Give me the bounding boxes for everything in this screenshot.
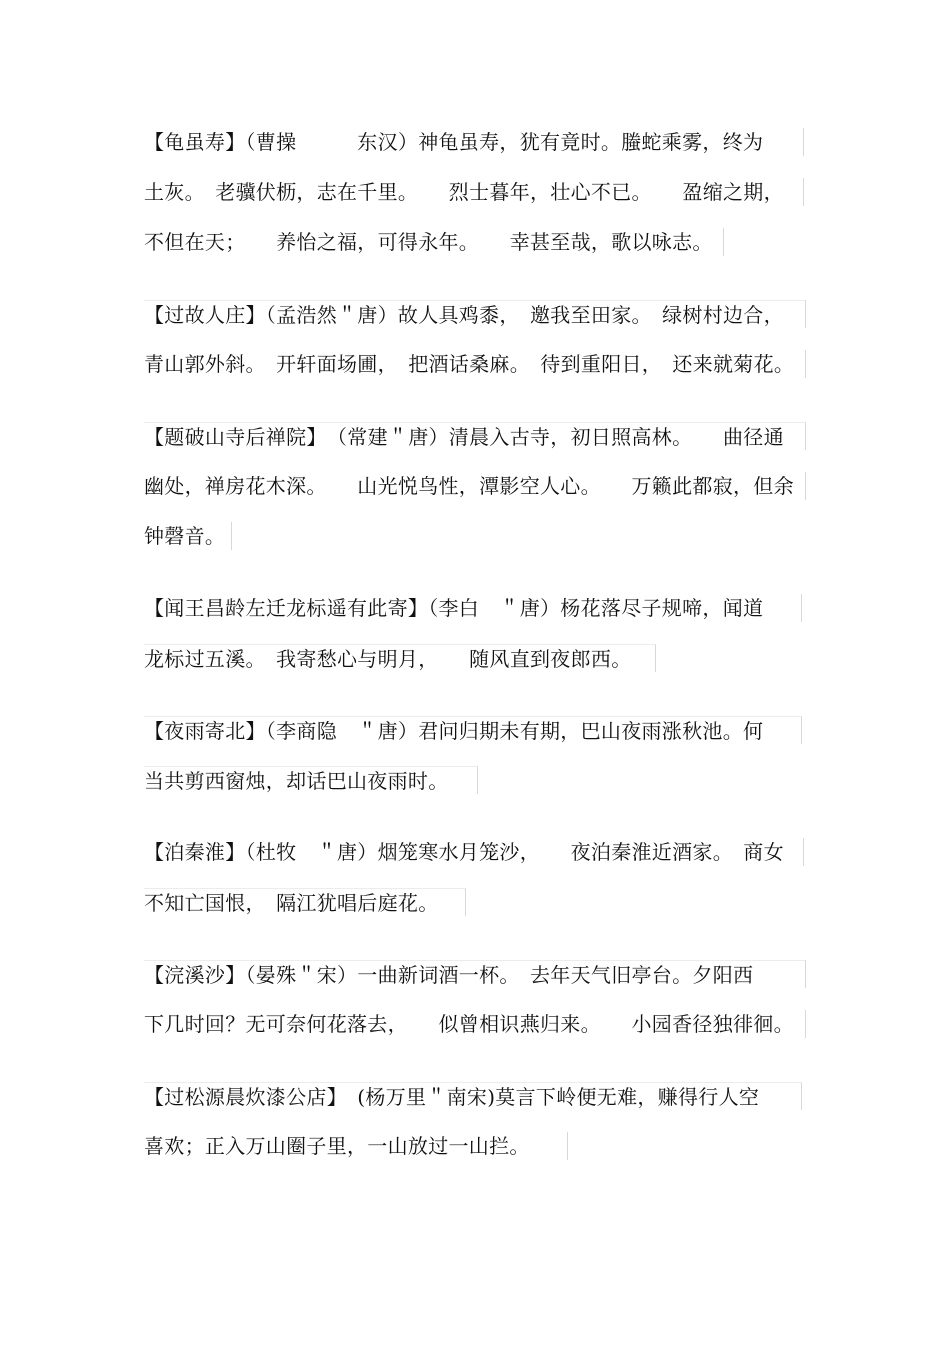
poem-line: 青山郭外斜。 开轩面场圃， 把酒话桑麻。 待到重阳日， 还来就菊花。 (144, 350, 806, 378)
poem-line: 不知亡国恨， 隔江犹唱后庭花。 (144, 888, 466, 916)
poem-line: 【浣溪沙】（晏殊＂宋）一曲新词酒一杯。 去年天气旧亭台。夕阳西 (144, 960, 806, 988)
poem-line: 喜欢；正入万山圈子里，一山放过一山拦。 (144, 1132, 568, 1160)
poem-line: 【过故人庄】（孟浩然＂唐）故人具鸡黍， 邀我至田家。 绿树村边合， (144, 300, 806, 328)
poem-line: 不但在天； 养怡之福，可得永年。 幸甚至哉，歌以咏志。 (144, 228, 724, 256)
poem-line: 【过松源晨炊漆公店】 (杨万里＂南宋)莫言下岭便无难，赚得行人空 (144, 1082, 802, 1110)
poem-line: 龙标过五溪。 我寄愁心与明月， 随风直到夜郎西。 (144, 644, 656, 672)
poem-line: 【题破山寺后禅院】 （常建＂唐）清晨入古寺，初日照高林。 曲径通 (144, 422, 806, 450)
poem-line: 【闻王昌龄左迁龙标遥有此寄】（李白 ＂唐）杨花落尽子规啼，闻道 (144, 594, 802, 622)
poem-line: 当共剪西窗烛，却话巴山夜雨时。 (144, 766, 478, 794)
poem-line: 【泊秦淮】（杜牧 ＂唐）烟笼寒水月笼沙， 夜泊秦淮近酒家。 商女 (144, 838, 804, 866)
poem-line: 【夜雨寄北】（李商隐 ＂唐）君问归期未有期，巴山夜雨涨秋池。何 (144, 716, 802, 744)
poem-line: 钟磬音。 (144, 522, 232, 550)
poem-line: 【龟虽寿】（曹操 东汉）神龟虽寿，犹有竟时。螣蛇乘雾，终为 (144, 128, 804, 156)
poem-line: 幽处，禅房花木深。 山光悦鸟性，潭影空人心。 万籁此都寂，但余 (144, 472, 806, 500)
poem-line: 下几时回？无可奈何花落去， 似曾相识燕归来。 小园香径独徘徊。 (144, 1010, 806, 1038)
poem-line: 土灰。 老骥伏枥，志在千里。 烈士暮年，壮心不已。 盈缩之期， (144, 178, 804, 206)
